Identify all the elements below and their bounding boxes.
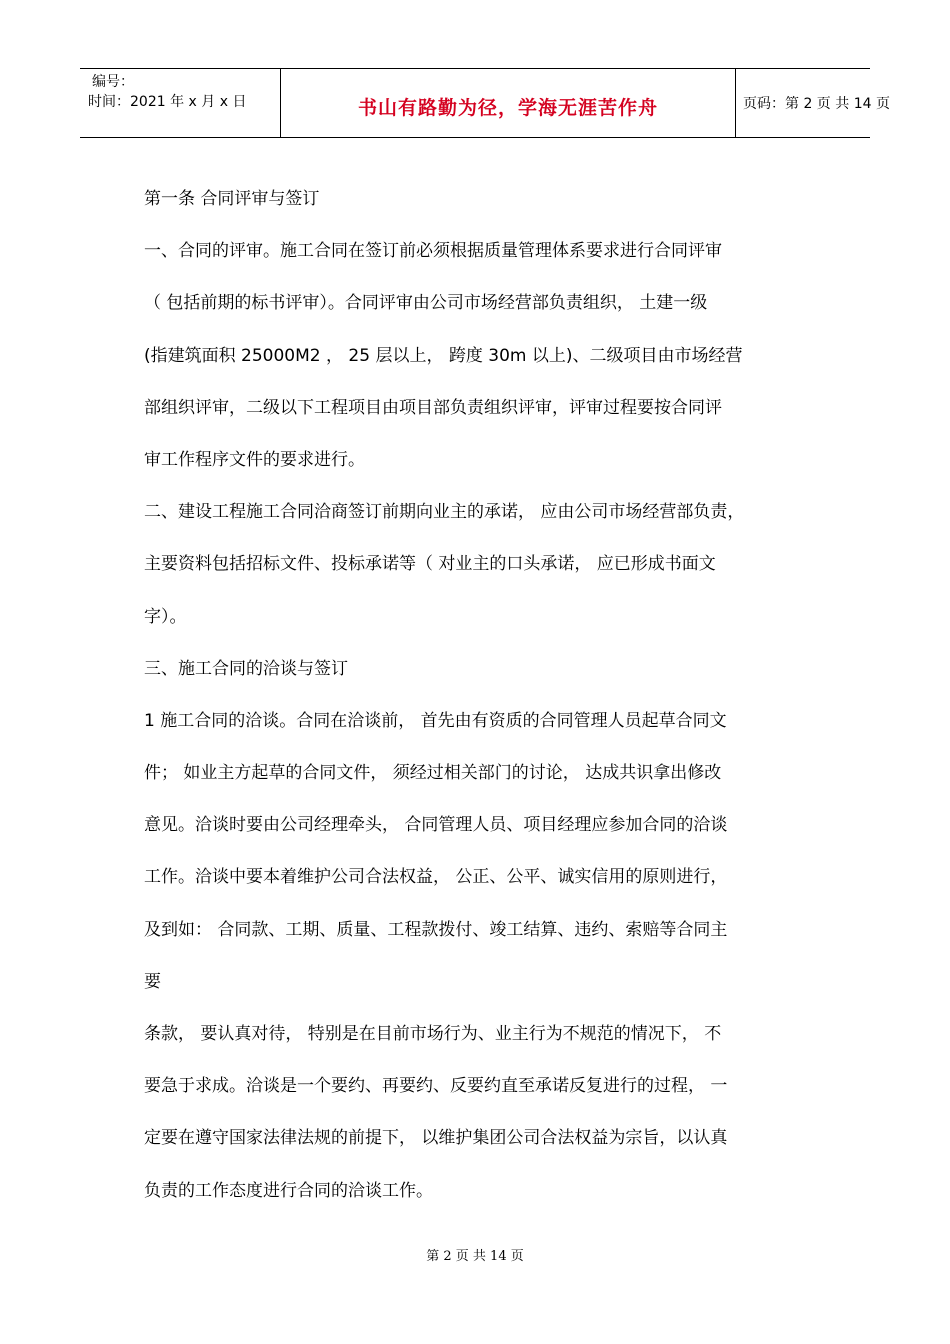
body-line: 一、合同的评审。施工合同在签订前必须根据质量管理体系要求进行合同评审 bbox=[144, 241, 722, 262]
body-line: 要 bbox=[144, 971, 161, 992]
body-line: 审工作程序文件的要求进行。 bbox=[144, 449, 365, 470]
page-footer: 第 2 页 共 14 页 bbox=[426, 1249, 524, 1264]
document-body bbox=[144, 183, 824, 1227]
body-line: 件； 如业主方起草的合同文件， 须经过相关部门的讨论， 达成共识拿出修改 bbox=[144, 763, 722, 784]
body-line: 1 施工合同的洽谈。合同在洽谈前， 首先由有资质的合同管理人员起草合同文 bbox=[144, 710, 727, 731]
body-line: 主要资料包括招标文件、投标承诺等（ 对业主的口头承诺， 应已形成书面文 bbox=[144, 554, 716, 575]
body-line: (指建筑面积 25000M2 ， 25 层以上， 跨度 30m 以上)、二级项目由市场经营 bbox=[144, 345, 743, 366]
body-line: 二、建设工程施工合同洽商签订前期向业主的承诺， 应由公司市场经营部负责， bbox=[144, 502, 745, 523]
document-code-label: 编号： bbox=[92, 74, 134, 90]
header-page-cell bbox=[735, 69, 890, 137]
body-line: 第一条 合同评审与签订 bbox=[144, 189, 320, 209]
body-line: 负责的工作态度进行合同的洽谈工作。 bbox=[144, 1180, 433, 1201]
body-line: 及到如： 合同款、工期、质量、工程款拨付、竣工结算、违约、索赔等合同主 bbox=[144, 919, 728, 940]
body-line: 三、施工合同的洽谈与签订 bbox=[144, 658, 348, 679]
header-meta-cell bbox=[80, 69, 280, 137]
body-line: 工作。洽谈中要本着维护公司合法权益， 公正、公平、诚实信用的原则进行， bbox=[144, 867, 728, 888]
header-motto-cell bbox=[280, 69, 736, 137]
body-line: （ 包括前期的标书评审）。合同评审由公司市场经营部负责组织， 土建一级 bbox=[144, 293, 708, 314]
header-motto: 书山有路勤为径，学海无涯苦作舟 bbox=[357, 97, 658, 119]
body-line: 意见。洽谈时要由公司经理牵头， 合同管理人员、项目经理应参加合同的洽谈 bbox=[144, 815, 728, 836]
page-header bbox=[80, 68, 890, 138]
body-line: 部组织评审，二级以下工程项目由项目部负责组织评审，评审过程要按合同评 bbox=[144, 397, 722, 418]
body-line: 要急于求成。洽谈是一个要约、再要约、反要约直至承诺反复进行的过程， 一 bbox=[144, 1076, 728, 1097]
body-line: 条款， 要认真对待， 特别是在目前市场行为、业主行为不规范的情况下， 不 bbox=[144, 1024, 722, 1044]
document-time-label: 时间：2021 年 x 月 x 日 bbox=[88, 94, 247, 110]
body-line: 字）。 bbox=[144, 606, 187, 627]
body-line: 定要在遵守国家法律法规的前提下， 以维护集团公司合法权益为宗旨，以认真 bbox=[144, 1128, 728, 1149]
header-page-info: 页码：第 2 页 共 14 页 bbox=[743, 96, 890, 112]
